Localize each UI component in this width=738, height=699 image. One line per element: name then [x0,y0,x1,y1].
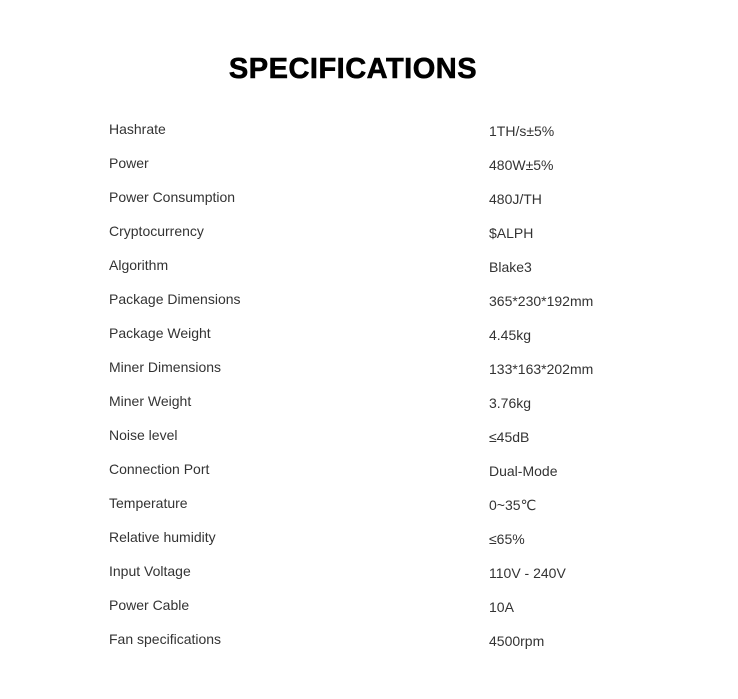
specifications-table [109,112,669,656]
spec-label: Hashrate [109,121,166,137]
spec-row [109,554,669,588]
spec-value: 3.76kg [489,395,532,411]
spec-label: Temperature [109,495,188,511]
spec-label: Power Consumption [109,189,236,205]
spec-label: Relative humidity [109,529,216,545]
spec-row [109,418,669,452]
spec-value: 4.45kg [489,327,532,343]
spec-row [109,180,669,214]
spec-label: Miner Weight [109,393,192,409]
spec-value: 480J/TH [489,191,542,207]
spec-row [109,520,669,554]
spec-label: Fan specifications [109,631,222,647]
spec-row [109,248,669,282]
spec-value: 110V - 240V [489,565,566,581]
spec-value: 0~35℃ [489,497,537,513]
spec-value: 480W±5% [489,157,554,173]
spec-label: Power Cable [109,597,190,613]
spec-value: 365*230*192mm [489,293,594,309]
spec-label: Power [109,155,149,171]
spec-label: Cryptocurrency [109,223,204,239]
page-title: SPECIFICATIONS [228,53,478,85]
spec-row [109,486,669,520]
spec-row [109,316,669,350]
spec-value: 4500rpm [489,633,545,649]
spec-row [109,112,669,146]
spec-row [109,622,669,656]
spec-value: Blake3 [489,259,532,275]
spec-row [109,384,669,418]
spec-row [109,146,669,180]
spec-label: Connection Port [109,461,210,477]
spec-value: 10A [489,599,514,615]
spec-row [109,350,669,384]
spec-label: Noise level [109,427,178,443]
spec-row [109,214,669,248]
spec-value: 1TH/s±5% [489,123,555,139]
specifications-table-body [109,112,669,656]
spec-value: $ALPH [489,225,534,241]
spec-row [109,588,669,622]
spec-row [109,452,669,486]
spec-label: Algorithm [109,257,169,273]
spec-value: ≤65% [489,531,525,547]
spec-row [109,282,669,316]
spec-label: Input Voltage [109,563,191,579]
spec-value: ≤45dB [489,429,530,445]
spec-label: Package Weight [109,325,211,341]
spec-value: Dual-Mode [489,463,558,479]
spec-label: Miner Dimensions [109,359,222,375]
spec-value: 133*163*202mm [489,361,594,377]
spec-label: Package Dimensions [109,291,241,307]
